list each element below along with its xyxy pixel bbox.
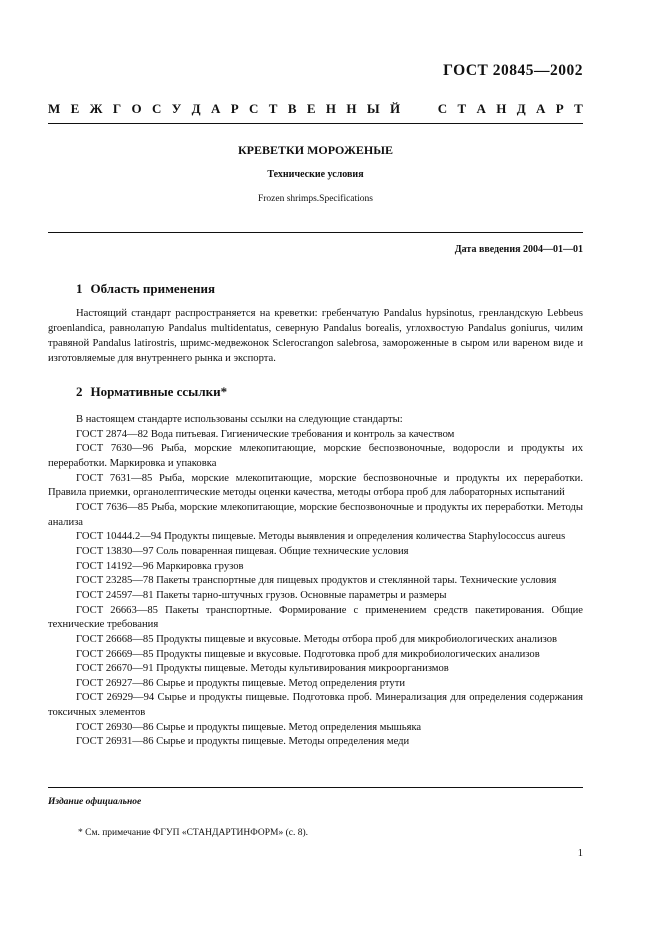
- banner-letter: Н: [496, 101, 507, 116]
- section-1-number: 1: [76, 281, 83, 296]
- banner-letter: В: [287, 101, 297, 116]
- reference-item: ГОСТ 26929—94 Сырье и продукты пищевые. Подготовка проб. Минерализация для определения содержания токсичных элементов: [48, 692, 583, 719]
- banner-letter: Н: [325, 101, 337, 116]
- reference-item: ГОСТ 26669—85 Продукты пищевые и вкусовые. Подготовка проб для микробиологических анализов: [76, 648, 540, 660]
- banner-letter: А: [476, 101, 486, 116]
- reference-item: ГОСТ 26663—85 Пакеты транспортные. Формирование с применением средств пакетирования. Общие технические требования: [48, 604, 583, 631]
- official-edition-label: Издание официальное: [48, 797, 142, 807]
- top-rule: [48, 123, 583, 124]
- banner-letter: Ж: [89, 101, 103, 116]
- document-subtitle: Технические условия: [267, 169, 364, 180]
- section-2-intro: В настоящем стандарте использованы ссылки на следующие стандарты:: [76, 414, 403, 425]
- reference-item: ГОСТ 7636—85 Рыба, морские млекопитающие, морские беспозвоночные и продукты их переработки. Методы анализа: [48, 501, 583, 528]
- reference-item: ГОСТ 7630—96 Рыба, морские млекопитающие, морские беспозвоночные, водоросли и продукты их переработки. Маркировка и упаковка: [48, 443, 583, 469]
- reference-item: ГОСТ 13830—97 Соль поваренная пищевая. Общие технические условия: [76, 545, 409, 557]
- banner-letter: С: [152, 101, 162, 116]
- banner-letter: Д: [191, 101, 201, 116]
- section-1-heading: [76, 281, 215, 297]
- banner-letter: Г: [112, 101, 122, 116]
- banner-letter: Ы: [366, 101, 380, 116]
- introduction-date: Дата введения 2004—01—01: [454, 244, 583, 255]
- banner-letter: Е: [70, 101, 80, 116]
- reference-item: ГОСТ 7631—85 Рыба, морские млекопитающие, морские беспозвоночные и продукты их переработки. Правила приемки, органолептические методы оценки качества, методы отбора проб для лабораторных испытаний: [48, 472, 583, 499]
- section-2-title: Нормативные ссылки*: [90, 384, 228, 399]
- banner-letter: Р: [555, 101, 564, 116]
- reference-item: ГОСТ 26931—86 Сырье и продукты пищевые. Методы определения меди: [76, 736, 410, 748]
- banner-letter: Т: [457, 101, 467, 116]
- banner-letter: У: [171, 101, 182, 116]
- section-1-paragraph: Настоящий стандарт распространяется на креветки: гребенчатую Pandalus hypsinotus, гренландскую Lebbeus groenlandica, равнолапую Pandalus multidentatus, северную Pandalus borealis, углохвостую Pandalus goniurus, чилим травяной Pandalus latirostris, шримс-медвежонок Sclerocrangon salebrosa, замороженные в сыром или вареном виде и изготовляемые для внутреннего рынка и экспорта.: [48, 308, 583, 364]
- banner-letter: Т: [574, 101, 583, 116]
- section-1-title: Область применения: [90, 281, 215, 296]
- banner-letter: Й: [389, 101, 401, 116]
- gost-number: ГОСТ 20845—2002: [443, 62, 583, 79]
- banner-letter: А: [536, 101, 546, 116]
- footnote-separator: [48, 787, 583, 788]
- page-number: 1: [577, 848, 583, 859]
- banner-letter: Р: [230, 101, 239, 116]
- banner-letter: [410, 101, 413, 117]
- reference-item: ГОСТ 26668—85 Продукты пищевые и вкусовые. Методы отбора проб для микробиологических анализов: [76, 633, 558, 645]
- banner-letter: А: [210, 101, 221, 116]
- banner-letter: Е: [306, 101, 316, 116]
- footnote: * См. примечание ФГУП «СТАНДАРТИНФОРМ» (с. 8).: [78, 828, 309, 838]
- section-2-body: [48, 413, 583, 750]
- banner-letter: С: [249, 101, 259, 116]
- banner-letter: Д: [516, 101, 526, 116]
- reference-item: ГОСТ 24597—81 Пакеты тарно-штучных грузов. Основные параметры и размеры: [76, 589, 447, 601]
- banner-letter: [424, 101, 427, 117]
- banner-letter: С: [437, 101, 448, 116]
- banner-letter: М: [48, 101, 61, 116]
- bottom-rule: [48, 232, 583, 233]
- document-title: КРЕВЕТКИ МОРОЖЕНЫЕ: [237, 143, 394, 157]
- reference-item: ГОСТ 23285—78 Пакеты транспортные для пищевых продуктов и стеклянной тары. Технические условия: [76, 575, 557, 587]
- reference-item: ГОСТ 26927—86 Сырье и продукты пищевые. Метод определения ртути: [76, 677, 406, 689]
- reference-item: ГОСТ 2874—82 Вода питьевая. Гигиенические требования и контроль за качеством: [76, 428, 455, 440]
- interstate-standard-banner: [48, 101, 583, 117]
- banner-letter: Н: [346, 101, 357, 116]
- section-2-number: 2: [76, 384, 83, 399]
- reference-item: ГОСТ 26930—86 Сырье и продукты пищевые. Метод определения мышьяка: [76, 721, 422, 733]
- english-title: Frozen shrimps.Specifications: [257, 194, 374, 204]
- reference-item: ГОСТ 26670—91 Продукты пищевые. Методы культивирования микроорганизмов: [76, 663, 449, 675]
- section-2-heading: [76, 384, 227, 400]
- banner-letter: О: [131, 101, 142, 116]
- banner-letter: Т: [268, 101, 278, 116]
- reference-item: ГОСТ 14192—96 Маркировка грузов: [76, 560, 244, 572]
- reference-item: ГОСТ 10444.2—94 Продукты пищевые. Методы выявления и определения количества Staphylococcus aureus: [76, 531, 566, 543]
- section-1-body: [48, 306, 583, 366]
